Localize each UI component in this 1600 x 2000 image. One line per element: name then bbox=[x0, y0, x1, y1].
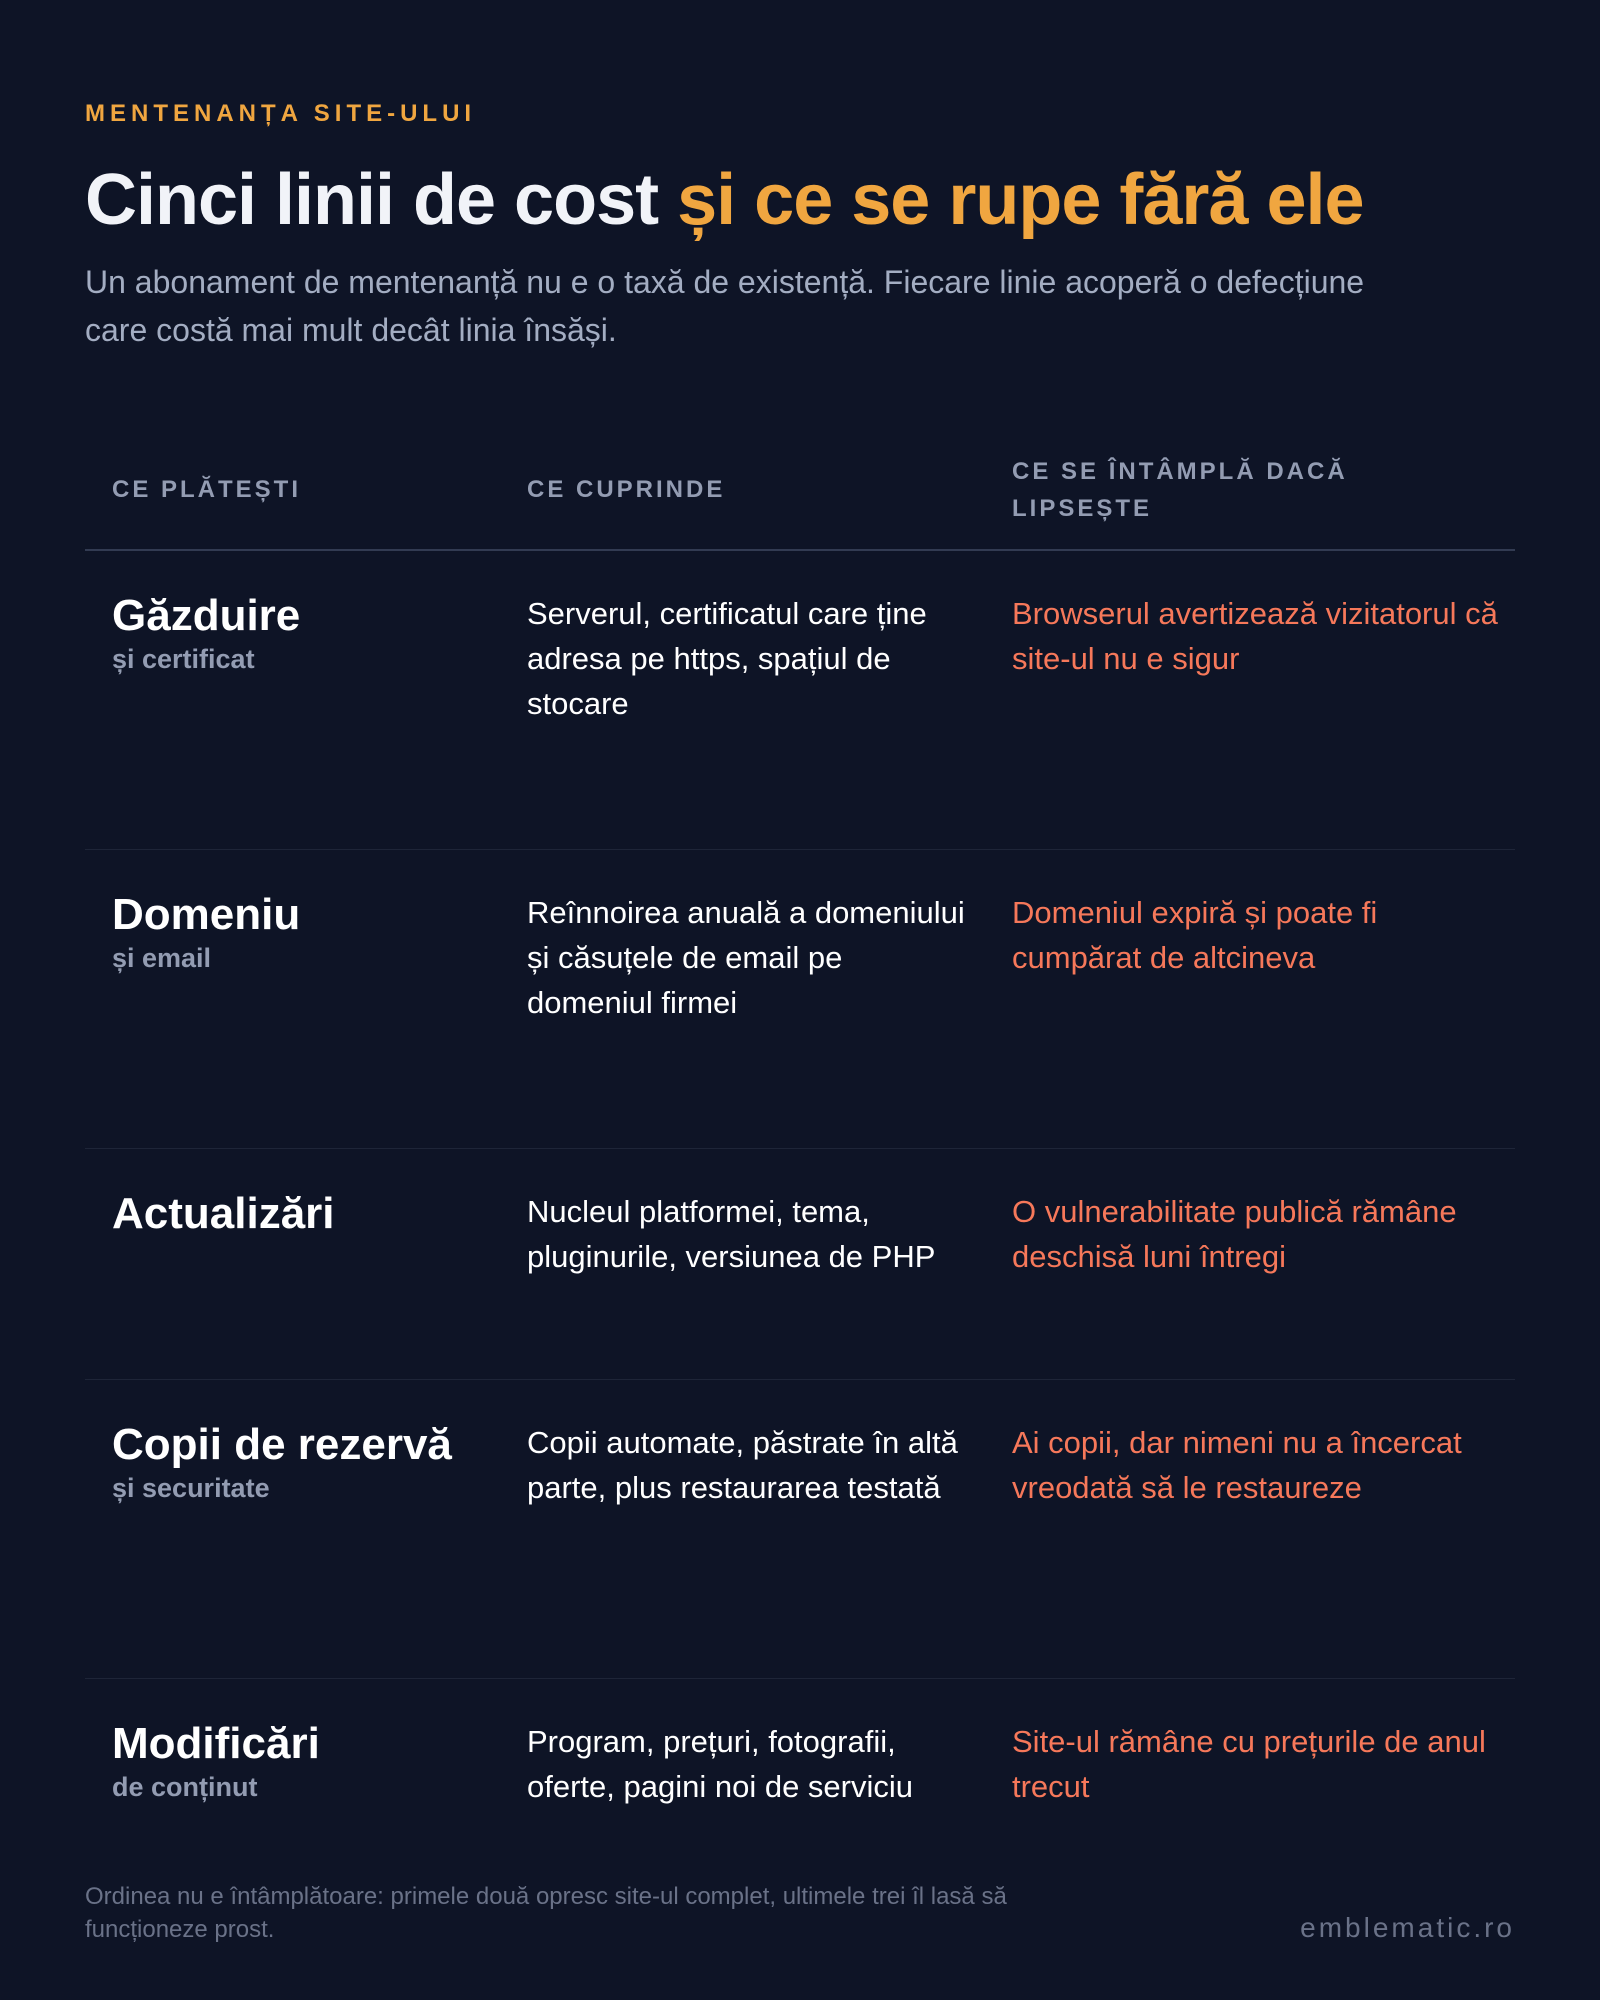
page-subtitle: Un abonament de mentenanță nu e o taxă de existență. Fiecare linie acoperă o defecțiune care costă mai mult decât linia însăși. bbox=[85, 264, 1365, 348]
cost-line-risk: Ai copii, dar nimeni nu a încercat vreodată să le restaureze bbox=[1012, 1425, 1462, 1505]
cost-line-risk: O vulnerabilitate publică rămâne deschisă luni întregi bbox=[1012, 1194, 1457, 1274]
cost-line-title: Copii de rezervă bbox=[112, 1420, 452, 1469]
page-title bbox=[85, 155, 1364, 245]
cost-line-subtitle: și certificat bbox=[112, 644, 255, 674]
cost-line-subtitle: și securitate bbox=[112, 1473, 270, 1503]
table-row bbox=[85, 1679, 1515, 1849]
table-header bbox=[85, 430, 1515, 551]
cost-line-includes: Reînnoirea anuală a domeniului și căsuțele de email pe domeniul firmei bbox=[527, 895, 965, 1020]
brand-signature: emblematic.ro bbox=[1300, 1912, 1515, 1943]
footnote: Ordinea nu e întâmplătoare: primele două opresc site-ul complet, ultimele trei îl lasă să funcționeze prost. bbox=[85, 1883, 1007, 1943]
cost-line-risk: Browserul avertizează vizitatorul că site-ul nu e sigur bbox=[1012, 596, 1498, 676]
cost-line-name bbox=[112, 1420, 502, 1506]
eyebrow-label: MENTENANȚA SITE-ULUI bbox=[85, 100, 477, 127]
cost-line-includes: Program, prețuri, fotografii, oferte, pagini noi de serviciu bbox=[527, 1724, 914, 1804]
cost-line-subtitle: de conținut bbox=[112, 1772, 258, 1802]
cost-line-name bbox=[112, 1189, 502, 1239]
table-row bbox=[85, 551, 1515, 850]
cost-line-title: Domeniu bbox=[112, 890, 301, 939]
table-row bbox=[85, 1149, 1515, 1380]
cost-line-name bbox=[112, 1719, 502, 1805]
table-row bbox=[85, 850, 1515, 1149]
cost-line-name bbox=[112, 591, 502, 677]
title-main: Cinci linii de cost bbox=[85, 160, 659, 240]
cost-line-includes: Copii automate, păstrate în altă parte, plus restaurarea testată bbox=[527, 1425, 958, 1505]
column-header-includes: CE CUPRINDE bbox=[527, 476, 726, 503]
title-accent: și ce se rupe fără ele bbox=[677, 160, 1364, 240]
cost-line-includes: Serverul, certificatul care ține adresa pe https, spațiul de stocare bbox=[527, 596, 927, 721]
cost-line-includes: Nucleul platformei, tema, pluginurile, versiunea de PHP bbox=[527, 1194, 936, 1274]
column-header-pay: CE PLĂTEȘTI bbox=[112, 476, 302, 503]
table-row bbox=[85, 1380, 1515, 1679]
cost-line-subtitle: și email bbox=[112, 943, 212, 973]
cost-line-title: Modificări bbox=[112, 1719, 320, 1768]
cost-line-name bbox=[112, 890, 502, 976]
page bbox=[85, 0, 1515, 2000]
cost-line-title: Actualizări bbox=[112, 1189, 335, 1238]
cost-line-risk: Site-ul rămâne cu prețurile de anul trecut bbox=[1012, 1724, 1486, 1804]
column-header-missing: CE SE ÎNTÂMPLĂ DACĂ LIPSEȘTE bbox=[1012, 457, 1348, 522]
cost-line-risk: Domeniul expiră și poate fi cumpărat de altcineva bbox=[1012, 895, 1378, 975]
cost-line-title: Găzduire bbox=[112, 591, 301, 640]
